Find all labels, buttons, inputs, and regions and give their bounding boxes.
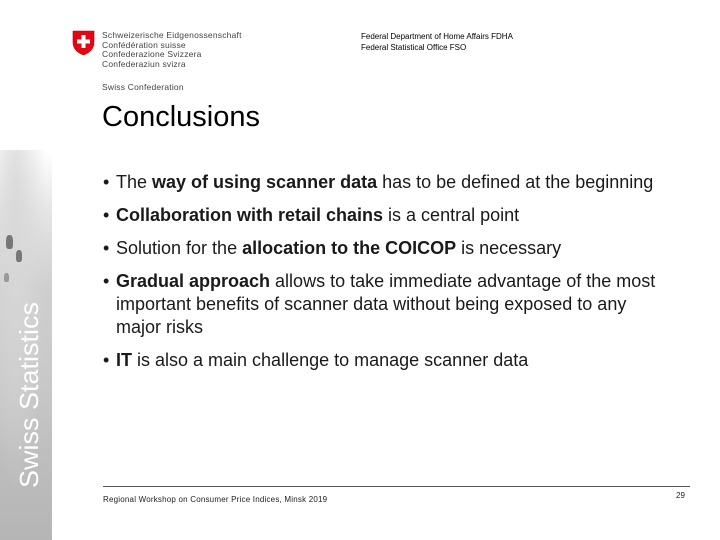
confederation-names [102,31,242,69]
bullet-item [103,349,673,372]
bullet-text-bold: allocation to the COICOP [242,238,457,258]
bullet-item [103,270,673,339]
footer-text: Regional Workshop on Consumer Price Indices, Minsk 2019 [103,495,328,504]
bullet-list [103,171,673,382]
pedestrian-figure [4,273,9,282]
swiss-coat-of-arms-icon [72,30,95,56]
bullet-text: Solution for the [116,238,243,258]
bullet-text: has to be defined at the beginning [377,172,654,192]
office-name: Federal Statistical Office FSO [361,42,467,52]
confederation-line-rm: Confederaziun svizra [102,58,186,69]
slide-title: Conclusions [102,101,260,133]
department-name: Federal Department of Home Affairs FDHA [361,32,513,41]
bullet-item [103,171,673,194]
pedestrian-figure [16,250,22,262]
swiss-statistics-vertical-text [2,300,48,490]
footer-divider [103,486,690,487]
side-photo-strip [0,150,52,540]
bullet-text-bold: IT [116,350,132,370]
confederation-line-it: Confederazione Svizzera [102,49,202,59]
confederation-line-en: Swiss Confederation [102,82,184,92]
swiss-statistics-label: Swiss Statistics [14,308,44,488]
bullet-item [103,237,673,260]
bullet-text: is a central point [383,205,520,225]
bullet-text: The [116,172,153,192]
pedestrian-figure [6,235,13,249]
bullet-text: is necessary [456,238,562,258]
bullet-text: is also a main challenge to manage scanner data [132,350,529,370]
department-info [361,32,513,53]
confederation-line-fr: Confédération suisse [102,39,186,50]
bullet-item [103,204,673,227]
bullet-text-bold: Collaboration with retail chains [116,205,384,225]
bullet-text-bold: way of using scanner data [152,172,378,192]
page-number: 29 [676,491,685,500]
confederation-line-de: Schweizerische Eidgenossenschaft [102,30,242,40]
bullet-text: allows to take immediate advantage of the most important benefits of scanner data without being exposed to any major risks [116,271,656,337]
bullet-text-bold: Gradual approach [116,271,271,291]
